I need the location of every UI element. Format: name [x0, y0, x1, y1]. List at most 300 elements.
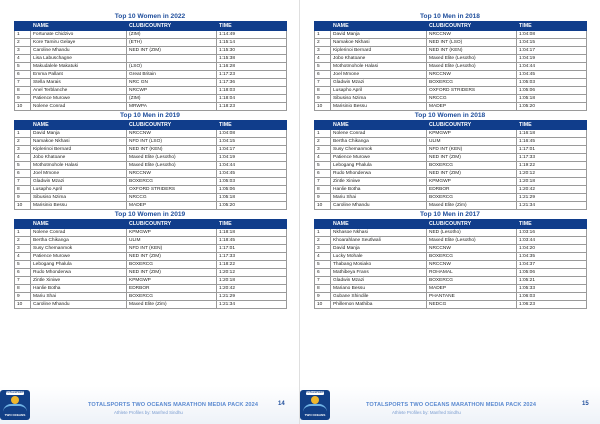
cell-name: Mothotmohole Halasi — [331, 63, 427, 71]
cell-position: 4 — [15, 154, 31, 162]
header-name: NAME — [31, 22, 127, 31]
cell-name: Namakoe Nkhasi — [331, 39, 427, 47]
cell-name: Stella Marais — [31, 79, 127, 87]
cell-time: 1:19:22 — [517, 162, 587, 170]
cell-club: NED (Lesotho) — [427, 229, 517, 237]
cell-name: Nolene Conrad — [331, 130, 427, 138]
cell-name: Joel Mmone — [331, 71, 427, 79]
header-time: TIME — [217, 22, 287, 31]
cell-time: 1:21:34 — [217, 301, 287, 309]
table-row — [15, 269, 287, 277]
table-row — [15, 103, 287, 111]
cell-club: BOXERCG — [427, 277, 517, 285]
cell-club: ROHAMAL — [427, 269, 517, 277]
cell-name: Zintle Xiniwe — [331, 178, 427, 186]
cell-time: 1:05:06 — [517, 87, 587, 95]
cell-position: 6 — [15, 170, 31, 178]
header-position — [15, 121, 31, 130]
table-row — [15, 261, 287, 269]
footer-title: TOTALSPORTS TWO OCEANS MARATHON MEDIA PACK 2024 — [366, 402, 537, 408]
logo-tag: TOTALSPORTS — [6, 391, 26, 394]
results-table — [314, 219, 587, 309]
cell-position: 3 — [315, 245, 331, 253]
cell-position: 5 — [15, 261, 31, 269]
cell-name: Rudo Mhonderwa — [331, 170, 427, 178]
cell-club: NED INT (ZIM) — [427, 170, 517, 178]
sun-icon — [11, 396, 19, 404]
cell-name: Bertha Chikanga — [331, 138, 427, 146]
cell-position: 8 — [15, 87, 31, 95]
cell-time: 1:05:33 — [517, 285, 587, 293]
cell-name: Anel Terblanche — [31, 87, 127, 95]
table-row — [315, 79, 587, 87]
table-row — [315, 162, 587, 170]
cell-club: OXFORD STRIDERS — [427, 87, 517, 95]
table-row — [15, 237, 287, 245]
table-row — [15, 154, 287, 162]
cell-name: Lusapho April — [331, 87, 427, 95]
cell-club: BOXERCG — [127, 293, 217, 301]
cell-name: Mothotmohole Halasi — [31, 162, 127, 170]
cell-name: Nkhasoe Nkhasi — [331, 229, 427, 237]
cell-position: 3 — [315, 47, 331, 55]
cell-time: 1:21:29 — [517, 194, 587, 202]
table-header-row — [315, 22, 587, 31]
cell-club: KPMGWP — [127, 277, 217, 285]
cell-name: Gladwin Mzazi — [331, 79, 427, 87]
cell-time: 1:04:20 — [517, 245, 587, 253]
cell-club: NFD INT (LSO) — [127, 138, 217, 146]
cell-club: NED INT (ZIM) — [127, 47, 217, 55]
footer-subtitle: Athlete Profiles by: Manfred Sindhu — [392, 410, 461, 415]
table-row — [315, 31, 587, 39]
cell-club: BOXERCG — [427, 79, 517, 87]
cell-name: David Manja — [331, 245, 427, 253]
cell-position: 2 — [315, 237, 331, 245]
cell-club: (ETH) — [127, 39, 217, 47]
cell-time: 1:20:12 — [517, 170, 587, 178]
cell-position: 6 — [315, 170, 331, 178]
cell-club: BOXERCG — [427, 162, 517, 170]
cell-position: 4 — [315, 253, 331, 261]
cell-name: David Manja — [331, 31, 427, 39]
cell-time: 1:04:08 — [517, 31, 587, 39]
table-row — [15, 71, 287, 79]
table-row — [315, 293, 587, 301]
logo-text: TWO OCEANS — [304, 413, 326, 417]
cell-club: NED INT (ZIM) — [127, 253, 217, 261]
cell-name: Susy Chemanmok — [31, 245, 127, 253]
header-time: TIME — [517, 121, 587, 130]
cell-club: NED INT (KEN) — [427, 47, 517, 55]
cell-position: 5 — [15, 63, 31, 71]
table-header-row — [15, 121, 287, 130]
cell-time: 1:15:38 — [217, 55, 287, 63]
cell-position: 1 — [15, 31, 31, 39]
table-row — [315, 269, 587, 277]
cell-club: Maxed Elite (Zim) — [427, 202, 517, 210]
cell-time: 1:05:18 — [517, 95, 587, 103]
cell-club: (ZIM) — [127, 31, 217, 39]
cell-position: 1 — [315, 130, 331, 138]
cell-time: 1:20:42 — [517, 186, 587, 194]
page-footer — [300, 386, 600, 424]
table-row — [15, 186, 287, 194]
cell-time: 1:18:23 — [217, 103, 287, 111]
cell-name: Susy Chemanmok — [331, 146, 427, 154]
cell-club: NRC GN — [127, 79, 217, 87]
cell-position: 10 — [15, 103, 31, 111]
cell-club: BOXERCG — [127, 261, 217, 269]
cell-time: 1:04:44 — [517, 63, 587, 71]
cell-position: 10 — [315, 103, 331, 111]
cell-time: 1:17:01 — [517, 146, 587, 154]
cell-time: 1:04:08 — [217, 130, 287, 138]
cell-position: 7 — [315, 79, 331, 87]
header-club-country: CLUB/COUNTRY — [127, 22, 217, 31]
cell-position: 5 — [15, 162, 31, 170]
cell-club: ULIM — [427, 138, 517, 146]
cell-time: 1:20:18 — [217, 277, 287, 285]
cell-name: Lisa Labuschagne — [31, 55, 127, 63]
table-title: Top 10 Women in 2019 — [114, 211, 186, 218]
cell-time: 1:05:03 — [517, 79, 587, 87]
results-table — [14, 120, 287, 210]
cell-name: Nolene Conrad — [31, 103, 127, 111]
logo-text: TWO OCEANS — [4, 413, 26, 417]
cell-name: Caroline Mhandu — [331, 202, 427, 210]
cell-club: NRCCNW — [427, 245, 517, 253]
cell-club: (ZIM) — [127, 95, 217, 103]
table-row — [315, 47, 587, 55]
table-row — [15, 301, 287, 309]
table-row — [315, 186, 587, 194]
page-footer — [0, 386, 300, 424]
header-club-country: CLUB/COUNTRY — [127, 220, 217, 229]
cell-club: KPMGWP — [427, 178, 517, 186]
table-row — [15, 293, 287, 301]
results-table — [14, 219, 287, 309]
cell-time: 1:21:34 — [517, 202, 587, 210]
table-row — [315, 146, 587, 154]
table-row — [15, 130, 287, 138]
two-oceans-logo — [300, 390, 330, 420]
table-row — [15, 229, 287, 237]
cell-club: EDRBOR — [127, 285, 217, 293]
cell-club: KPMGWP — [127, 229, 217, 237]
table-row — [15, 31, 287, 39]
cell-club: NEDCG — [427, 301, 517, 309]
cell-club: Maxed Elite (Lesotho) — [127, 154, 217, 162]
cell-time: 1:06:23 — [517, 301, 587, 309]
cell-time: 1:05:20 — [517, 103, 587, 111]
header-position — [15, 22, 31, 31]
table-row — [315, 103, 587, 111]
cell-time: 1:04:44 — [217, 162, 287, 170]
cell-position: 2 — [15, 237, 31, 245]
table-row — [315, 229, 587, 237]
header-time: TIME — [517, 220, 587, 229]
header-position — [315, 220, 331, 229]
cell-time: 1:16:45 — [517, 138, 587, 146]
cell-time: 1:20:12 — [217, 269, 287, 277]
cell-position: 6 — [315, 71, 331, 79]
results-table-block — [314, 111, 586, 210]
cell-name: Thabang Mosiako — [331, 261, 427, 269]
header-position — [315, 22, 331, 31]
cell-position: 4 — [15, 253, 31, 261]
table-row — [15, 87, 287, 95]
cell-position: 5 — [315, 162, 331, 170]
cell-time: 1:04:17 — [517, 47, 587, 55]
header-club-country: CLUB/COUNTRY — [427, 220, 517, 229]
cell-club: BOXERCG — [127, 178, 217, 186]
cell-position: 1 — [15, 229, 31, 237]
cell-time: 1:05:21 — [517, 277, 587, 285]
cell-club: Maxed Elite (Lesotho) — [427, 63, 517, 71]
cell-name: Sibusiso Nzima — [331, 95, 427, 103]
results-table — [14, 21, 287, 111]
cell-club: NFD INT (KEN) — [127, 245, 217, 253]
table-row — [15, 162, 287, 170]
table-row — [15, 285, 287, 293]
cell-time: 1:20:18 — [517, 178, 587, 186]
table-row — [315, 202, 587, 210]
page-number: 15 — [582, 401, 589, 407]
cell-position: 3 — [15, 245, 31, 253]
cell-name: Gladwin Mzazi — [31, 178, 127, 186]
cell-position: 6 — [15, 71, 31, 79]
cell-club: BOXERCG — [427, 194, 517, 202]
cell-time: 1:04:19 — [517, 55, 587, 63]
cell-club: ULIM — [127, 237, 217, 245]
table-title: Top 10 Women in 2018 — [414, 112, 486, 119]
header-name: NAME — [331, 220, 427, 229]
table-row — [315, 130, 587, 138]
table-header-row — [15, 220, 287, 229]
cell-time: 1:18:03 — [217, 87, 287, 95]
cell-club: NRCCNW — [127, 130, 217, 138]
cell-name: Marisinio Bessu — [331, 103, 427, 111]
table-row — [315, 39, 587, 47]
two-oceans-logo — [0, 390, 30, 420]
cell-club: BOXERCG — [427, 253, 517, 261]
cell-club: NED INT (LSO) — [427, 39, 517, 47]
table-row — [315, 245, 587, 253]
cell-name: Patience Murowe — [331, 154, 427, 162]
cell-name: Lusapho April — [31, 186, 127, 194]
cell-name: Hanlie Botha — [31, 285, 127, 293]
table-row — [315, 71, 587, 79]
table-row — [15, 47, 287, 55]
results-table-block — [14, 210, 286, 309]
header-time: TIME — [217, 121, 287, 130]
cell-position: 9 — [15, 293, 31, 301]
table-row — [315, 277, 587, 285]
cell-position: 1 — [315, 31, 331, 39]
cell-club: EDRBOR — [427, 186, 517, 194]
cell-name: Jobo Khatoane — [331, 55, 427, 63]
cell-time: 1:05:20 — [217, 202, 287, 210]
cell-club: MADEP — [427, 285, 517, 293]
sun-icon — [311, 396, 319, 404]
cell-club: PHANTANE — [427, 293, 517, 301]
cell-position: 5 — [315, 261, 331, 269]
cell-time: 1:04:17 — [217, 146, 287, 154]
cell-club: Great Britain — [127, 71, 217, 79]
table-row — [315, 87, 587, 95]
cell-name: Patience Murowe — [31, 95, 127, 103]
cell-name: Gubane Shindile — [331, 293, 427, 301]
cell-club: NRCCNW — [427, 71, 517, 79]
cell-time: 1:16:18 — [517, 130, 587, 138]
cell-name: Jobo Khatoane — [31, 154, 127, 162]
results-table — [314, 21, 587, 111]
cell-name: Namakoe Nkhasi — [31, 138, 127, 146]
cell-position: 1 — [315, 229, 331, 237]
cell-position: 10 — [15, 202, 31, 210]
cell-club: NRCCNW — [427, 261, 517, 269]
cell-position: 8 — [315, 285, 331, 293]
cell-club: MRWPA — [127, 103, 217, 111]
cell-name: Makudalele Makatuki — [31, 63, 127, 71]
table-row — [315, 95, 587, 103]
cell-name: Kore Tamiru Gelaye — [31, 39, 127, 47]
table-row — [315, 138, 587, 146]
cell-name: Phillemon Mathiba — [331, 301, 427, 309]
cell-club: NFD INT (KEN) — [427, 146, 517, 154]
table-row — [315, 178, 587, 186]
header-club-country: CLUB/COUNTRY — [427, 22, 517, 31]
cell-position: 9 — [315, 194, 331, 202]
table-title: Top 10 Men in 2019 — [120, 112, 180, 119]
cell-club: NRCWP — [127, 87, 217, 95]
cell-name: Kiplerinoi Bernard — [331, 47, 427, 55]
header-name: NAME — [331, 121, 427, 130]
header-position — [315, 121, 331, 130]
table-row — [15, 202, 287, 210]
cell-position: 1 — [15, 130, 31, 138]
cell-position: 9 — [15, 194, 31, 202]
header-name: NAME — [31, 220, 127, 229]
cell-name: Rudo Mhonderwa — [31, 269, 127, 277]
cell-time: 1:17:01 — [217, 245, 287, 253]
cell-time: 1:21:29 — [217, 293, 287, 301]
table-row — [15, 194, 287, 202]
table-row — [15, 55, 287, 63]
cell-position: 10 — [315, 301, 331, 309]
cell-position: 10 — [15, 301, 31, 309]
cell-time: 1:04:45 — [217, 170, 287, 178]
cell-name: Kiplerinoi Bernard — [31, 146, 127, 154]
logo-tag: TOTALSPORTS — [306, 391, 326, 394]
cell-name: Fortunate Chidzivo — [31, 31, 127, 39]
header-name: NAME — [331, 22, 427, 31]
cell-club: NED INT (KEN) — [127, 146, 217, 154]
cell-club: Maxed Elite (Lesotho) — [127, 162, 217, 170]
table-row — [15, 146, 287, 154]
results-tables — [14, 12, 286, 309]
cell-time: 1:06:03 — [517, 293, 587, 301]
header-club-country: CLUB/COUNTRY — [127, 121, 217, 130]
cell-name: Lebogang Phalula — [331, 162, 427, 170]
results-table-block — [314, 210, 586, 309]
cell-name: Marisinio Bessu — [31, 202, 127, 210]
cell-position: 7 — [315, 178, 331, 186]
cell-position: 8 — [315, 186, 331, 194]
footer-subtitle: Athlete Profiles by: Manfred Sindhu — [114, 410, 183, 415]
cell-name: Hanlie Botha — [331, 186, 427, 194]
table-title: Top 10 Men in 2017 — [420, 211, 480, 218]
cell-club: Maxed Elite (Zim) — [127, 301, 217, 309]
table-row — [15, 277, 287, 285]
cell-time: 1:03:16 — [517, 229, 587, 237]
header-time: TIME — [217, 220, 287, 229]
cell-club: MADEP — [427, 103, 517, 111]
footer-title: TOTALSPORTS TWO OCEANS MARATHON MEDIA PACK 2024 — [88, 402, 259, 408]
cell-name: Emma Pallant — [31, 71, 127, 79]
cell-club: Maxed Elite (Lesotho) — [427, 237, 517, 245]
cell-club: OXFORD STRIDERS — [127, 186, 217, 194]
cell-position: 9 — [315, 95, 331, 103]
cell-time: 1:18:04 — [217, 95, 287, 103]
cell-name: Caroline Mhandu — [31, 301, 127, 309]
header-position — [15, 220, 31, 229]
cell-time: 1:04:45 — [517, 71, 587, 79]
cell-time: 1:20:42 — [217, 285, 287, 293]
cell-position: 5 — [315, 63, 331, 71]
table-row — [315, 253, 587, 261]
cell-time: 1:05:06 — [217, 186, 287, 194]
table-header-row — [315, 121, 587, 130]
cell-position: 2 — [15, 39, 31, 47]
cell-time: 1:04:15 — [517, 39, 587, 47]
results-tables — [314, 12, 586, 309]
table-header-row — [15, 22, 287, 31]
table-row — [15, 170, 287, 178]
cell-club: (LSO) — [127, 63, 217, 71]
cell-position: 8 — [15, 285, 31, 293]
cell-club: NRCCG — [427, 95, 517, 103]
cell-name: Khoarahlane Seutlwali — [331, 237, 427, 245]
table-row — [315, 261, 587, 269]
cell-time: 1:17:33 — [217, 253, 287, 261]
cell-time: 1:04:15 — [217, 138, 287, 146]
cell-time: 1:17:36 — [217, 79, 287, 87]
cell-club — [127, 55, 217, 63]
table-row — [315, 194, 587, 202]
cell-name: Lebogang Phalula — [31, 261, 127, 269]
cell-position: 9 — [315, 293, 331, 301]
table-row — [15, 178, 287, 186]
cell-name: Mathibeya Frans — [331, 269, 427, 277]
table-row — [315, 237, 587, 245]
header-time: TIME — [517, 22, 587, 31]
table-row — [315, 285, 587, 293]
cell-name: Nolene Conrad — [31, 229, 127, 237]
results-table-block — [14, 111, 286, 210]
header-club-country: CLUB/COUNTRY — [427, 121, 517, 130]
table-row — [15, 63, 287, 71]
cell-position: 6 — [15, 269, 31, 277]
cell-time: 1:18:18 — [217, 229, 287, 237]
header-name: NAME — [31, 121, 127, 130]
cell-time: 1:05:18 — [217, 194, 287, 202]
cell-club: KPMGWP — [427, 130, 517, 138]
cell-position: 4 — [315, 154, 331, 162]
page-right — [300, 0, 600, 424]
table-row — [315, 63, 587, 71]
